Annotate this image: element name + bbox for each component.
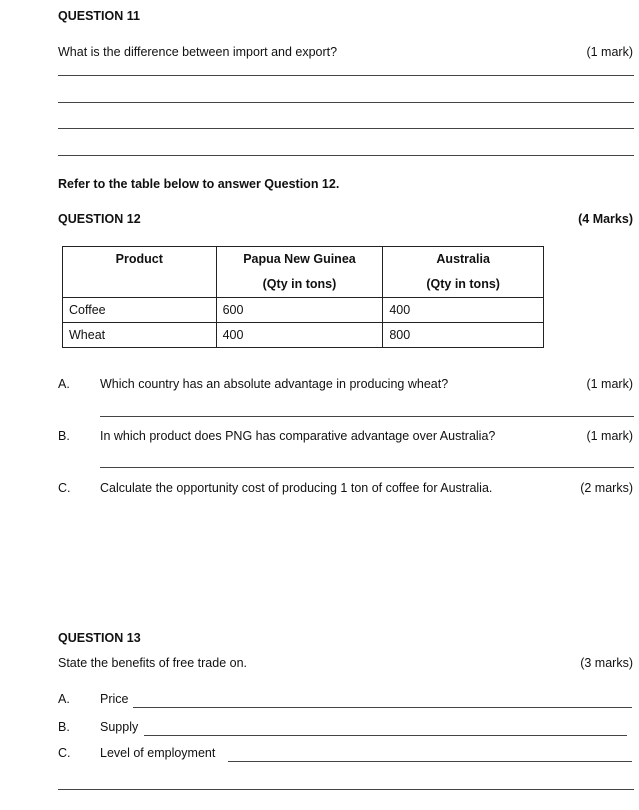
q13-part-a-letter: A.	[58, 692, 70, 706]
q11-heading: QUESTION 11	[58, 9, 140, 23]
q11-marks: (1 mark)	[586, 45, 633, 59]
q13-part-b-text: Supply	[100, 720, 139, 734]
q13-heading: QUESTION 13	[58, 631, 141, 645]
q13-marks: (3 marks)	[580, 656, 633, 670]
answer-line[interactable]	[100, 467, 634, 468]
answer-line[interactable]	[144, 735, 627, 736]
table-header-row	[63, 247, 544, 298]
header-product: Product	[63, 247, 217, 298]
q12-marks: (4 Marks)	[578, 212, 633, 226]
answer-line[interactable]	[58, 102, 634, 103]
q12-part-a-letter: A.	[58, 377, 70, 391]
cell-png-qty: 400	[216, 323, 383, 348]
table-row	[63, 323, 544, 348]
q13-part-a-text: Price	[100, 692, 129, 706]
q12-intro: Refer to the table below to answer Question 12.	[58, 177, 340, 191]
cell-product: Wheat	[63, 323, 217, 348]
answer-line[interactable]	[58, 789, 634, 790]
cell-png-qty: 600	[216, 298, 383, 323]
q12-part-c-marks: (2 marks)	[580, 481, 633, 495]
q13-part-c-letter: C.	[58, 746, 71, 760]
q11-question: What is the difference between import and export?	[58, 45, 338, 59]
table-row	[63, 298, 544, 323]
answer-line[interactable]	[58, 155, 634, 156]
cell-australia-qty: 800	[383, 323, 544, 348]
q13-question: State the benefits of free trade on.	[58, 656, 248, 670]
q13-part-b-letter: B.	[58, 720, 70, 734]
q13-part-c-text: Level of employment	[100, 746, 216, 760]
q12-part-a-marks: (1 mark)	[586, 377, 633, 391]
header-png: Papua New Guinea (Qty in tons)	[216, 247, 383, 298]
answer-line[interactable]	[58, 75, 634, 76]
q12-part-b-marks: (1 mark)	[586, 429, 633, 443]
cell-product: Coffee	[63, 298, 217, 323]
production-table	[62, 246, 544, 348]
header-australia: Australia (Qty in tons)	[383, 247, 544, 298]
q12-part-b-text: In which product does PNG has comparative advantage over Australia?	[100, 429, 496, 443]
q12-part-a-text: Which country has an absolute advantage in producing wheat?	[100, 377, 449, 391]
answer-line[interactable]	[100, 416, 634, 417]
cell-australia-qty: 400	[383, 298, 544, 323]
answer-line[interactable]	[133, 707, 632, 708]
answer-line[interactable]	[228, 761, 632, 762]
q12-part-b-letter: B.	[58, 429, 70, 443]
q12-part-c-letter: C.	[58, 481, 71, 495]
answer-line[interactable]	[58, 128, 634, 129]
q12-heading: QUESTION 12	[58, 212, 141, 226]
q12-part-c-text: Calculate the opportunity cost of producing 1 ton of coffee for Australia.	[100, 481, 493, 495]
